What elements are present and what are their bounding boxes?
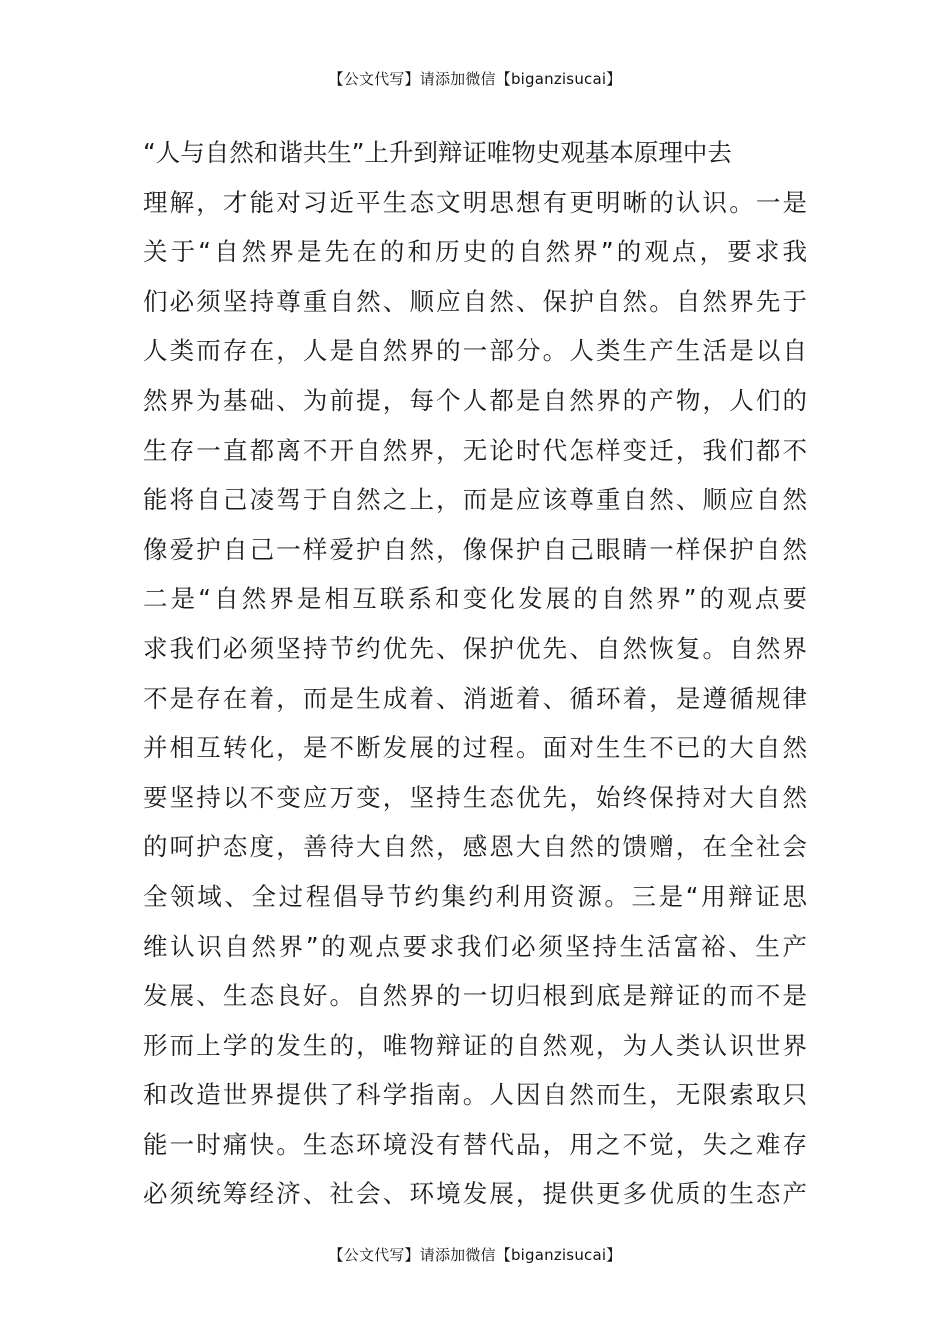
body-line-17: 维认识自然界”的观点要求我们必须坚持生活富裕、生产	[143, 931, 807, 961]
body-line-8: 能将自己凌驾于自然之上，而是应该尊重自然、顺应自然	[143, 485, 807, 515]
body-line-6: 然界为基础、为前提，每个人都是自然界的产物，人们的	[143, 385, 807, 415]
body-line-15: 的呵护态度，善待大自然，感恩大自然的馈赠，在全社会	[143, 832, 807, 862]
page-footer-watermark: 【公文代写】请添加微信【biganzisucai】	[328, 1246, 622, 1264]
body-line-10: 二是“自然界是相互联系和变化发展的自然界”的观点要	[143, 584, 807, 614]
body-line-3: 关于“自然界是先在的和历史的自然界”的观点，要求我	[143, 237, 807, 267]
body-line-22: 必须统筹经济、社会、环境发展，提供更多优质的生态产	[143, 1179, 807, 1209]
page-header-watermark: 【公文代写】请添加微信【biganzisucai】	[328, 70, 622, 88]
body-line-4: 们必须坚持尊重自然、顺应自然、保护自然。自然界先于	[143, 286, 807, 316]
body-line-2: 理解，才能对习近平生态文明思想有更明晰的认识。一是	[143, 187, 807, 217]
body-line-19: 形而上学的发生的，唯物辩证的自然观，为人类认识世界	[143, 1030, 807, 1060]
body-line-13: 并相互转化，是不断发展的过程。面对生生不已的大自然	[143, 733, 807, 763]
body-line-14: 要坚持以不变应万变，坚持生态优先，始终保持对大自然	[143, 782, 807, 812]
body-line-16: 全领域、全过程倡导节约集约利用资源。三是“用辩证思	[143, 881, 807, 911]
body-line-21: 能一时痛快。生态环境没有替代品，用之不觉，失之难存	[143, 1129, 807, 1159]
body-line-5: 人类而存在，人是自然界的一部分。人类生产生活是以自	[143, 336, 807, 366]
body-line-12: 不是存在着，而是生成着、消逝着、循环着，是遵循规律	[143, 683, 807, 713]
body-line-11: 求我们必须坚持节约优先、保护优先、自然恢复。自然界	[143, 633, 807, 663]
body-line-18: 发展、生态良好。自然界的一切归根到底是辩证的而不是	[143, 981, 807, 1011]
body-line-1: “人与自然和谐共生”上升到辩证唯物史观基本原理中去	[143, 138, 732, 167]
body-line-20: 和改造世界提供了科学指南。人因自然而生，无限索取只	[143, 1080, 807, 1110]
document-body	[143, 128, 807, 1219]
body-line-7: 生存一直都离不开自然界，无论时代怎样变迁，我们都不	[143, 435, 807, 465]
body-line-9: 像爱护自己一样爱护自然，像保护自己眼睛一样保护自然	[143, 534, 807, 564]
